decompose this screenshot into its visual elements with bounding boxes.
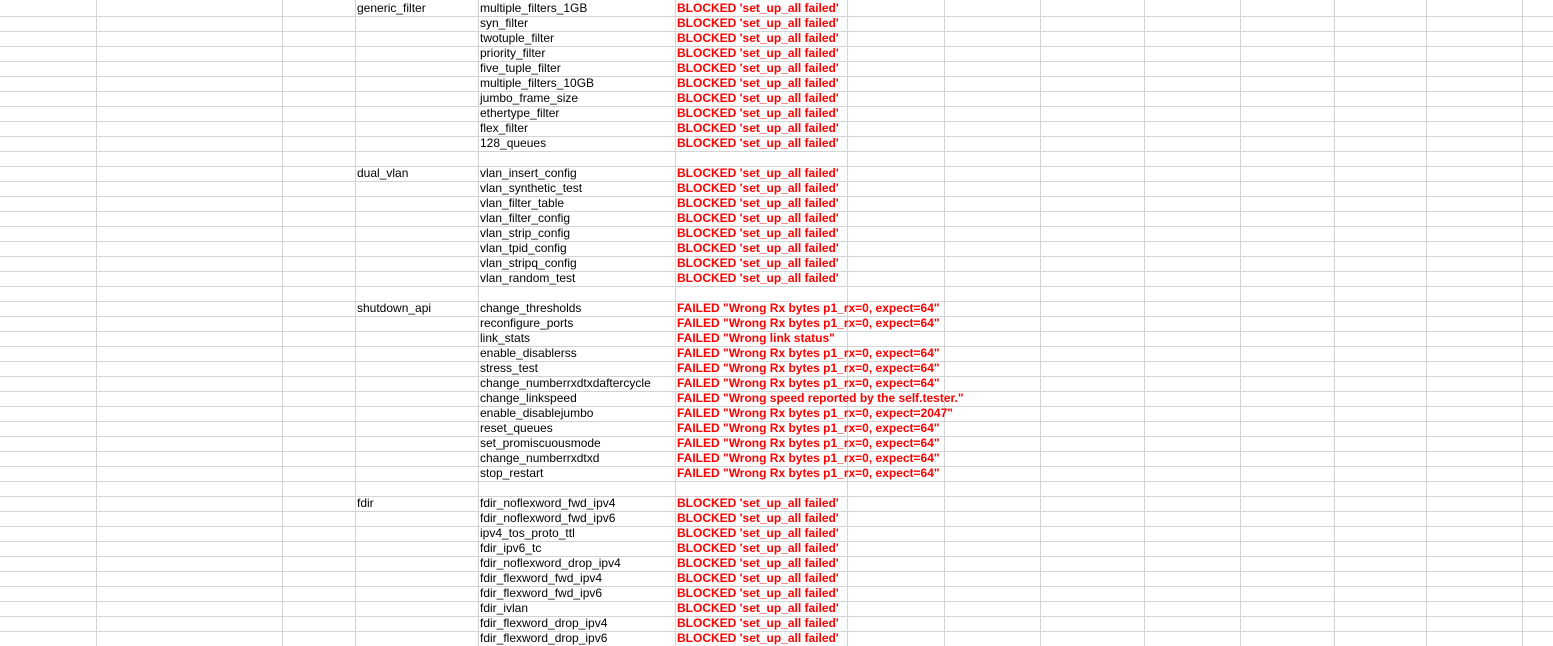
status-cell[interactable]: BLOCKED 'set_up_all failed' — [677, 526, 839, 540]
group-name-cell[interactable]: generic_filter — [357, 1, 426, 15]
test-name-cell[interactable]: fdir_ipv6_tc — [480, 541, 542, 555]
test-name-cell[interactable]: change_numberrxdtxd — [480, 451, 600, 465]
test-name-cell[interactable]: stop_restart — [480, 466, 544, 480]
status-cell[interactable]: BLOCKED 'set_up_all failed' — [677, 211, 839, 225]
test-name-cell[interactable]: jumbo_frame_size — [480, 91, 579, 105]
status-cell[interactable]: BLOCKED 'set_up_all failed' — [677, 601, 839, 615]
status-cell[interactable]: BLOCKED 'set_up_all failed' — [677, 136, 839, 150]
status-cell[interactable]: FAILED "Wrong Rx bytes p1_rx=0, expect=64" — [677, 316, 940, 330]
status-cell[interactable]: FAILED "Wrong Rx bytes p1_rx=0, expect=64" — [677, 376, 940, 390]
status-cell[interactable]: BLOCKED 'set_up_all failed' — [677, 31, 839, 45]
test-name-cell[interactable]: ethertype_filter — [480, 106, 560, 120]
status-cell[interactable]: FAILED "Wrong Rx bytes p1_rx=0, expect=64" — [677, 421, 940, 435]
test-name-cell[interactable]: fdir_flexword_fwd_ipv4 — [480, 571, 603, 585]
status-cell[interactable]: FAILED "Wrong Rx bytes p1_rx=0, expect=64" — [677, 346, 940, 360]
test-name-cell[interactable]: set_promiscuousmode — [480, 436, 601, 450]
status-cell[interactable]: FAILED "Wrong Rx bytes p1_rx=0, expect=64" — [677, 436, 940, 450]
status-cell[interactable]: FAILED "Wrong Rx bytes p1_rx=0, expect=64" — [677, 361, 940, 375]
test-name-cell[interactable]: reconfigure_ports — [480, 316, 574, 330]
test-name-cell[interactable]: ipv4_tos_proto_ttl — [480, 526, 575, 540]
test-name-cell[interactable]: fdir_flexword_drop_ipv4 — [480, 616, 608, 630]
test-name-cell[interactable]: fdir_flexword_drop_ipv6 — [480, 631, 608, 645]
status-cell[interactable]: BLOCKED 'set_up_all failed' — [677, 256, 839, 270]
test-name-cell[interactable]: enable_disablejumbo — [480, 406, 594, 420]
status-cell[interactable]: BLOCKED 'set_up_all failed' — [677, 16, 839, 30]
test-name-cell[interactable]: vlan_filter_config — [480, 211, 571, 225]
status-cell[interactable]: BLOCKED 'set_up_all failed' — [677, 241, 839, 255]
test-name-cell[interactable]: fdir_flexword_fwd_ipv6 — [480, 586, 603, 600]
test-name-cell[interactable]: vlan_tpid_config — [480, 241, 567, 255]
status-cell[interactable]: BLOCKED 'set_up_all failed' — [677, 511, 839, 525]
status-cell[interactable]: FAILED "Wrong link status" — [677, 331, 835, 345]
test-name-cell[interactable]: change_thresholds — [480, 301, 582, 315]
test-name-cell[interactable]: twotuple_filter — [480, 31, 555, 45]
status-cell[interactable]: BLOCKED 'set_up_all failed' — [677, 541, 839, 555]
test-name-cell[interactable]: priority_filter — [480, 46, 546, 60]
status-cell[interactable]: BLOCKED 'set_up_all failed' — [677, 166, 839, 180]
test-name-cell[interactable]: fdir_noflexword_drop_ipv4 — [480, 556, 621, 570]
status-cell[interactable]: BLOCKED 'set_up_all failed' — [677, 631, 839, 645]
test-name-cell[interactable]: flex_filter — [480, 121, 529, 135]
test-name-cell[interactable]: 128_queues — [480, 136, 547, 150]
test-name-cell[interactable]: vlan_filter_table — [480, 196, 565, 210]
group-name-cell[interactable]: fdir — [357, 496, 374, 510]
test-name-cell[interactable]: fdir_ivlan — [480, 601, 529, 615]
test-name-cell[interactable]: reset_queues — [480, 421, 553, 435]
status-cell[interactable]: FAILED "Wrong Rx bytes p1_rx=0, expect=64" — [677, 451, 940, 465]
status-cell[interactable]: BLOCKED 'set_up_all failed' — [677, 61, 839, 75]
test-name-cell[interactable]: stress_test — [480, 361, 539, 375]
status-cell[interactable]: BLOCKED 'set_up_all failed' — [677, 196, 839, 210]
test-name-cell[interactable]: vlan_insert_config — [480, 166, 577, 180]
status-cell[interactable]: BLOCKED 'set_up_all failed' — [677, 586, 839, 600]
status-cell[interactable]: BLOCKED 'set_up_all failed' — [677, 571, 839, 585]
status-cell[interactable]: BLOCKED 'set_up_all failed' — [677, 496, 839, 510]
test-name-cell[interactable]: enable_disablerss — [480, 346, 577, 360]
status-cell[interactable]: BLOCKED 'set_up_all failed' — [677, 91, 839, 105]
group-name-cell[interactable]: shutdown_api — [357, 301, 432, 315]
status-cell[interactable]: FAILED "Wrong Rx bytes p1_rx=0, expect=64" — [677, 301, 940, 315]
test-name-cell[interactable]: link_stats — [480, 331, 531, 345]
test-name-cell[interactable]: change_numberrxdtxdaftercycle — [480, 376, 651, 390]
test-name-cell[interactable]: syn_filter — [480, 16, 529, 30]
test-name-cell[interactable]: multiple_filters_1GB — [480, 1, 588, 15]
status-cell[interactable]: BLOCKED 'set_up_all failed' — [677, 106, 839, 120]
test-name-cell[interactable]: vlan_stripq_config — [480, 256, 577, 270]
status-cell[interactable]: BLOCKED 'set_up_all failed' — [677, 1, 839, 15]
test-name-cell[interactable]: vlan_strip_config — [480, 226, 571, 240]
status-cell[interactable]: BLOCKED 'set_up_all failed' — [677, 46, 839, 60]
status-cell[interactable]: BLOCKED 'set_up_all failed' — [677, 271, 839, 285]
status-cell[interactable]: BLOCKED 'set_up_all failed' — [677, 556, 839, 570]
status-cell[interactable]: FAILED "Wrong Rx bytes p1_rx=0, expect=64" — [677, 466, 940, 480]
test-name-cell[interactable]: vlan_random_test — [480, 271, 576, 285]
status-cell[interactable]: BLOCKED 'set_up_all failed' — [677, 226, 839, 240]
status-cell[interactable]: BLOCKED 'set_up_all failed' — [677, 181, 839, 195]
test-name-cell[interactable]: fdir_noflexword_fwd_ipv4 — [480, 496, 616, 510]
test-name-cell[interactable]: five_tuple_filter — [480, 61, 561, 75]
status-cell[interactable]: FAILED "Wrong Rx bytes p1_rx=0, expect=2047" — [677, 406, 953, 420]
test-name-cell[interactable]: fdir_noflexword_fwd_ipv6 — [480, 511, 616, 525]
test-name-cell[interactable]: multiple_filters_10GB — [480, 76, 595, 90]
status-cell[interactable]: BLOCKED 'set_up_all failed' — [677, 121, 839, 135]
test-name-cell[interactable]: change_linkspeed — [480, 391, 577, 405]
status-cell[interactable]: FAILED "Wrong speed reported by the self.tester." — [677, 391, 964, 405]
group-name-cell[interactable]: dual_vlan — [357, 166, 409, 180]
status-cell[interactable]: BLOCKED 'set_up_all failed' — [677, 616, 839, 630]
test-name-cell[interactable]: vlan_synthetic_test — [480, 181, 583, 195]
status-cell[interactable]: BLOCKED 'set_up_all failed' — [677, 76, 839, 90]
